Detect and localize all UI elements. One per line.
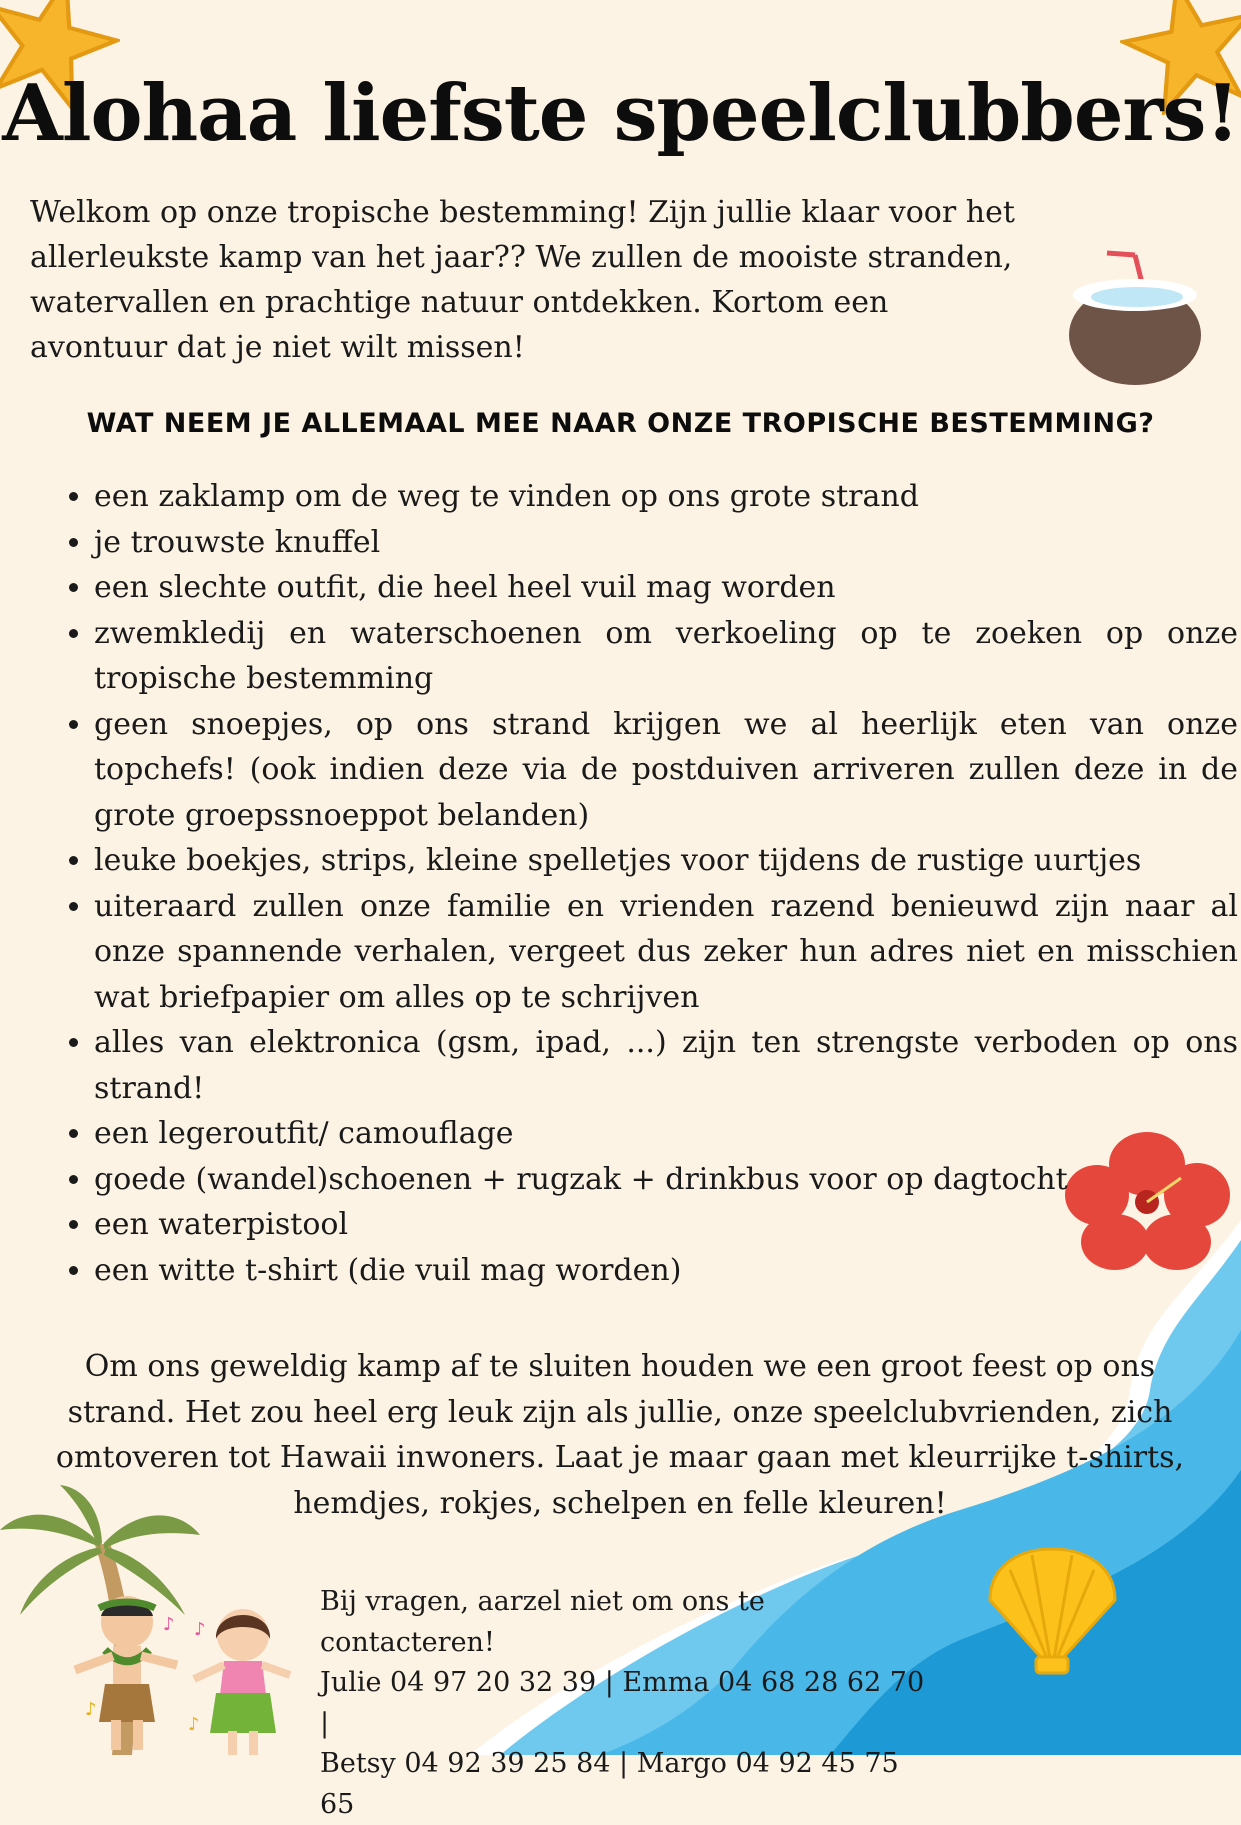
hula-girl-icon xyxy=(188,1605,298,1755)
list-item: • goede (wandel)schoenen + rugzak + drinkbus voor op dagtocht xyxy=(94,1157,1238,1203)
list-item: • alles van elektronica (gsm, ipad, ...) zijn ten strengste verboden op ons strand! xyxy=(94,1020,1238,1111)
svg-text:♪: ♪ xyxy=(85,1699,97,1720)
seashell-icon xyxy=(980,1545,1125,1675)
contact-block xyxy=(320,1582,940,1825)
hula-boy-icon xyxy=(65,1590,190,1755)
list-item: • een witte t-shirt (die vuil mag worden) xyxy=(94,1248,1238,1294)
list-item: • een waterpistool xyxy=(94,1202,1238,1248)
intro-paragraph: Welkom op onze tropische bestemming! Zijn jullie klaar voor het allerleukste kamp van het jaar?? We zullen de mooiste stranden, watervallen en prachtige natuur ontdekken. Kortom een avontuur dat je niet wilt missen! xyxy=(30,195,1015,365)
list-item: • uiteraard zullen onze familie en vrienden razend benieuwd zijn naar al onze spannende verhalen, vergeet dus zeker hun adres niet en misschien wat briefpapier om alles op te schrijven xyxy=(94,884,1238,1021)
contact-numbers-line-2: Betsy 04 92 39 25 84 | Margo 04 92 45 75 65 xyxy=(320,1748,899,1820)
list-item: • een slechte outfit, die heel heel vuil mag worden xyxy=(94,565,1238,611)
svg-text:♪: ♪ xyxy=(194,1619,206,1640)
packing-list xyxy=(60,474,1238,1293)
list-item: • geen snoepjes, op ons strand krijgen we al heerlijk eten van onze topchefs! (ook indien deze via de postduiven arriveren zullen deze in de grote groepssnoeppot belanden) xyxy=(94,702,1238,839)
contact-intro: Bij vragen, aarzel niet om ons te contacteren! xyxy=(320,1586,765,1658)
svg-text:♪: ♪ xyxy=(188,1714,200,1735)
list-item: • een zaklamp om de weg te vinden op ons grote strand xyxy=(94,474,1238,520)
packing-list-heading: WAT NEEM JE ALLEMAAL MEE NAAR ONZE TROPISCHE BESTEMMING? xyxy=(86,408,1155,439)
list-item: • een legeroutfit/ camouflage xyxy=(94,1111,1238,1157)
coconut-drink-icon xyxy=(1065,245,1205,385)
closing-paragraph: Om ons geweldig kamp af te sluiten houden we een groot feest op ons strand. Het zou heel erg leuk zijn als jullie, onze speelclubvrienden, zich omtoveren tot Hawaii inwoners. Laat je maar gaan met kleurrijke t-shirts, hemdjes, rokjes, schelpen en felle kleuren! xyxy=(55,1349,1185,1521)
contact-numbers-line-1: Julie 04 97 20 32 39 | Emma 04 68 28 62 70 | xyxy=(320,1667,925,1739)
list-item: • je trouwste knuffel xyxy=(94,520,1238,566)
list-item: • leuke boekjes, strips, kleine spelletjes voor tijdens de rustige uurtjes xyxy=(94,838,1238,884)
svg-text:♪: ♪ xyxy=(163,1614,175,1635)
list-item: • zwemkledij en waterschoenen om verkoeling op te zoeken op onze tropische bestemming xyxy=(94,611,1238,702)
page-title: Alohaa liefste speelclubbers! xyxy=(2,68,1239,159)
